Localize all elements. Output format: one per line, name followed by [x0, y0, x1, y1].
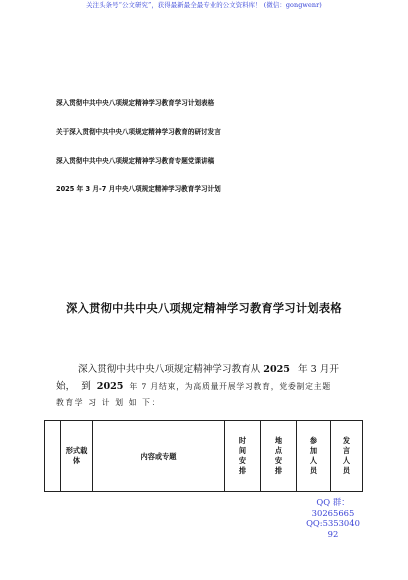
plan-table — [44, 420, 363, 492]
table-header-cell — [225, 421, 261, 492]
table-header-cell — [61, 421, 93, 492]
header-notice: 关注头条号“公文研究”，获得最新最全最专业的公文资料库！ (微信：gongwenr) — [86, 1, 322, 9]
table-header-cell — [297, 421, 331, 492]
toc-item[interactable]: 2025 年 3 月-7 月中央八项规定精神学习教育学习计划 — [56, 185, 221, 193]
intro-year: 2025 — [96, 381, 124, 392]
table-header-row — [45, 421, 363, 492]
header-text: 形式载体 — [65, 446, 88, 465]
table-header-cell: 内容或专题 — [93, 421, 225, 492]
intro-text: 年 3 月开 — [297, 364, 339, 375]
header-text: 地点安排 — [274, 436, 283, 475]
qq-watermark — [306, 497, 360, 539]
intro-text: 到 — [81, 381, 91, 392]
table-header-cell — [331, 421, 363, 492]
intro-text: 年 7 月结束，为高质量开展学习教育，党委制定主题 — [129, 382, 331, 391]
header-text: 时间安排 — [238, 436, 247, 475]
qq-line: QQ 群： — [316, 497, 350, 507]
toc-item[interactable]: 深入贯彻中共中央八项规定精神学习教育学习计划表格 — [56, 99, 215, 107]
header-text: 参加人员 — [309, 436, 318, 475]
qq-line: 30265665 — [311, 507, 355, 518]
intro-text: 深入贯彻中共中央八项规定精神学习教育从 — [78, 364, 261, 375]
toc-item[interactable]: 关于深入贯彻中共中央八项规定精神学习教育的研讨发言 — [56, 128, 221, 136]
qq-line: 92 — [327, 528, 339, 539]
qq-line: QQ:5353040 — [306, 518, 360, 529]
toc-item[interactable]: 深入贯彻中共中央八项规定精神学习教育专题党课讲稿 — [56, 157, 215, 165]
table-header-cell — [45, 421, 61, 492]
header-text: 发言人员 — [342, 436, 351, 475]
intro-text: 始， — [56, 381, 76, 392]
intro-line-2 — [56, 378, 331, 392]
intro-year: 2025 — [263, 364, 290, 375]
intro-line-1 — [78, 361, 339, 375]
table-header-cell — [261, 421, 297, 492]
intro-line-3: 教育学 习 计 划 如 下： — [56, 398, 161, 407]
document-title: 深入贯彻中共中央八项规定精神学习教育学习计划表格 — [66, 302, 342, 315]
